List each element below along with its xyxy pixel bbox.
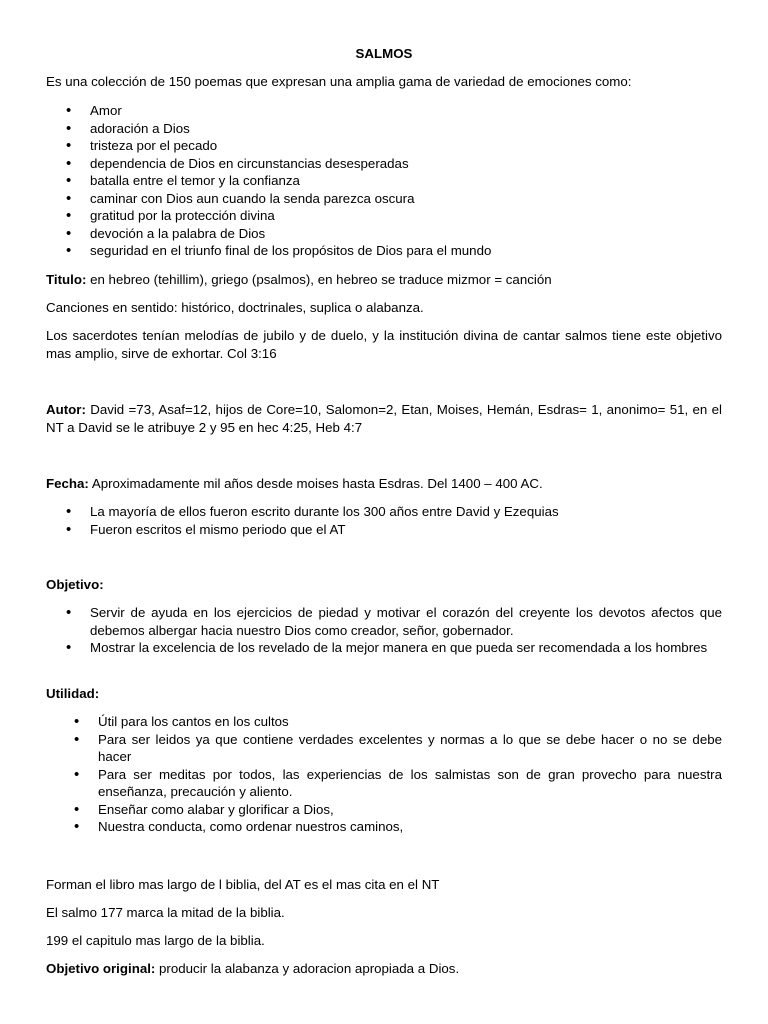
list-item: • gratitud por la protección divina — [0, 207, 722, 225]
utilidad-label: Utilidad: — [46, 686, 100, 701]
salmo-177-paragraph: El salmo 177 marca la mitad de la biblia. — [46, 905, 285, 920]
list-item: • Fueron escritos el mismo periodo que el AT — [0, 521, 722, 539]
objetivo-label: Objetivo: — [46, 577, 104, 592]
utilidad-heading — [46, 685, 722, 703]
objetivo-list — [0, 604, 722, 657]
fecha-label: Fecha: — [46, 476, 89, 491]
objetivo-original-label: Objetivo original: — [46, 961, 156, 976]
list-item: • La mayoría de ellos fueron escrito durante los 300 años entre David y Ezequias — [0, 503, 722, 521]
emotions-list — [0, 102, 722, 260]
objetivo-original-paragraph — [46, 960, 722, 978]
list-item: • Mostrar la excelencia de los revelado de la mejor manera en que pueda ser recomendada a los hombres — [0, 639, 722, 657]
autor-paragraph — [46, 401, 722, 436]
canciones-paragraph: Canciones en sentido: histórico, doctrinales, suplica o alabanza. — [46, 300, 424, 315]
fecha-list — [0, 503, 722, 538]
list-item: • devoción a la palabra de Dios — [0, 225, 722, 243]
fecha-paragraph — [46, 475, 722, 493]
list-item: • Útil para los cantos en los cultos — [0, 713, 722, 731]
list-item: • Enseñar como alabar y glorificar a Dios, — [0, 801, 722, 819]
capitulo-199-paragraph: 199 el capitulo mas largo de la biblia. — [46, 933, 265, 948]
utilidad-list — [0, 713, 722, 836]
fecha-text: Aproximadamente mil años desde moises hasta Esdras. Del 1400 – 400 AC. — [88, 476, 543, 491]
sacerdotes-paragraph: Los sacerdotes tenían melodías de jubilo y de duelo, y la institución divina de cantar salmos tiene este objetivo mas amplio, sirve de exhortar. Col 3:16 — [46, 328, 722, 361]
intro-paragraph: Es una colección de 150 poemas que expresan una amplia gama de variedad de emociones como: — [46, 74, 632, 89]
list-item: • Nuestra conducta, como ordenar nuestros caminos, — [0, 818, 722, 836]
list-item: • caminar con Dios aun cuando la senda parezca oscura — [0, 190, 722, 208]
list-item: • adoración a Dios — [0, 120, 722, 138]
list-item: • Servir de ayuda en los ejercicios de piedad y motivar el corazón del creyente los devotos afectos que debemos albergar hacia nuestro Dios como creador, señor, gobernador. — [0, 604, 722, 639]
list-item: • Amor — [0, 102, 722, 120]
list-item: • Para ser meditas por todos, las experiencias de los salmistas son de gran provecho para nuestra enseñanza, precaución y aliento. — [0, 766, 722, 801]
autor-text: David =73, Asaf=12, hijos de Core=10, Salomon=2, Etan, Moises, Hemán, Esdras= 1, anonimo= 51, en el NT a David se le atribuye 2 y 95 en hec 4:25, Heb 4:7 — [46, 402, 722, 435]
autor-label: Autor: — [46, 402, 86, 417]
titulo-paragraph — [46, 271, 722, 289]
list-item: • seguridad en el triunfo final de los propósitos de Dios para el mundo — [0, 242, 722, 260]
libro-largo-paragraph: Forman el libro mas largo de l biblia, del AT es el mas cita en el NT — [46, 877, 440, 892]
list-item: • batalla entre el temor y la confianza — [0, 172, 722, 190]
page-title: SALMOS — [355, 46, 413, 61]
titulo-text: en hebreo (tehillim), griego (psalmos), en hebreo se traduce mizmor = canción — [86, 272, 552, 287]
list-item: • Para ser leidos ya que contiene verdades excelentes y normas a lo que se debe hacer o no se debe hacer — [0, 731, 722, 766]
titulo-label: Titulo: — [46, 272, 87, 287]
objetivo-original-text: producir la alabanza y adoracion apropiada a Dios. — [155, 961, 460, 976]
list-item: • dependencia de Dios en circunstancias desesperadas — [0, 155, 722, 173]
objetivo-heading — [46, 576, 722, 594]
list-item: • tristeza por el pecado — [0, 137, 722, 155]
